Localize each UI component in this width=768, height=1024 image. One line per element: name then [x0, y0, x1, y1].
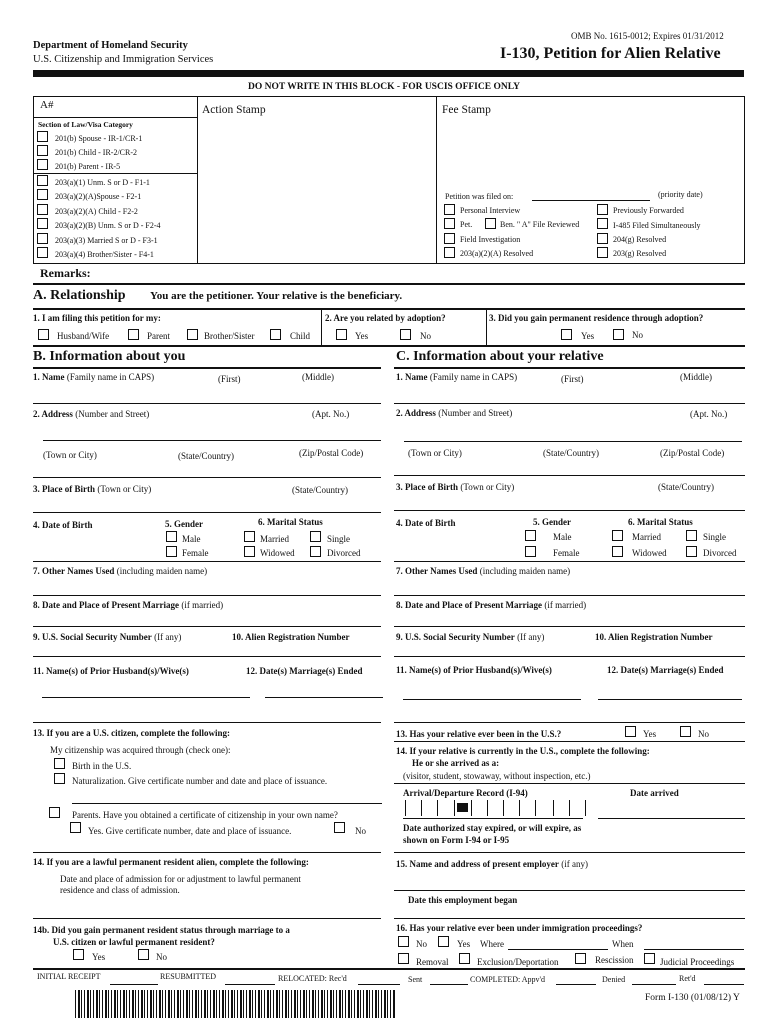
q1-filing-for-label: 1. I am filing this petition for my: — [33, 313, 161, 323]
c-gender-label: 5. Gender — [533, 517, 571, 527]
husband-wife-checkbox[interactable] — [38, 329, 49, 340]
b-alien-number-label: 10. Alien Registration Number — [232, 632, 350, 642]
c-marriage-field[interactable] — [396, 600, 586, 612]
c-q13-no-label: No — [698, 729, 709, 739]
b-ssn-field[interactable] — [33, 632, 181, 644]
b-other-names-hint: (including maiden name) — [116, 566, 208, 576]
c-address-label: 2. Address — [396, 408, 436, 418]
judicial-checkbox[interactable] — [644, 953, 655, 964]
c-name-label: 1. Name — [396, 372, 428, 382]
c-employer-field[interactable] — [396, 859, 588, 871]
c-expired-label: Date authorized stay expired, or will expire, as — [403, 823, 582, 833]
b-pob-field[interactable] — [33, 484, 151, 496]
checkbox[interactable] — [37, 175, 48, 186]
b-zip-label: (Zip/Postal Code) — [299, 448, 364, 458]
category-label: 203(a)(2)(A) Child - F2-2 — [55, 207, 138, 216]
c-q15-hint: (if any) — [561, 859, 589, 869]
option-label: I-485 Filed Simultaneously — [613, 221, 701, 230]
a-number-label: A# — [40, 99, 54, 111]
c-pob-hint: (Town or City) — [460, 482, 515, 492]
checkbox[interactable] — [37, 233, 48, 244]
b-middle-label: (Middle) — [302, 372, 334, 382]
barcode — [75, 990, 395, 1018]
category-label: 201(b) Child - IR-2/CR-2 — [55, 148, 137, 157]
b-q14b-yes-checkbox[interactable] — [73, 949, 84, 960]
pet-checkbox[interactable] — [444, 218, 455, 229]
section-b-title: B. Information about you — [33, 349, 186, 364]
category-201b-child[interactable] — [37, 145, 48, 157]
action-stamp-label: Action Stamp — [202, 104, 266, 116]
option-label: 204(g) Resolved — [613, 235, 667, 244]
b-pob-label: 3. Place of Birth — [33, 484, 95, 494]
b-divorced-checkbox[interactable] — [310, 546, 321, 557]
204g-resolved-checkbox[interactable] — [597, 233, 608, 244]
checkbox[interactable] — [37, 145, 48, 156]
office-use-banner: DO NOT WRITE IN THIS BLOCK - FOR USCIS OFFICE ONLY — [247, 82, 521, 92]
b-q14-sub2: residence and class of admission. — [60, 885, 180, 895]
option-label: Personal Interview — [460, 206, 521, 215]
section-law-label: Section of Law/Visa Category — [38, 120, 133, 129]
category-label: 201(b) Spouse - IR-1/CR-1 — [55, 134, 143, 143]
priority-date-label: (priority date) — [658, 190, 703, 199]
c-middle-label: (Middle) — [680, 372, 712, 382]
b-single-label: Single — [327, 534, 351, 544]
c-date-arrived-label: Date arrived — [630, 788, 679, 798]
c-dob-label: 4. Date of Birth — [396, 518, 456, 528]
b-q14b-label-2: U.S. citizen or lawful permanent resident? — [53, 937, 215, 947]
cert-no-label: No — [355, 826, 366, 836]
c-other-names-label: 7. Other Names Used — [396, 566, 478, 576]
b-marriage-label: 8. Date and Place of Present Marriage — [33, 600, 180, 610]
b-gender-label: 5. Gender — [165, 519, 203, 529]
b-name-label: 1. Name — [33, 372, 65, 382]
checkbox[interactable] — [37, 247, 48, 258]
b-state-label: (State/Country) — [178, 451, 234, 461]
exclusion-checkbox[interactable] — [459, 953, 470, 964]
relocated-label: RELOCATED: Rec'd — [278, 974, 347, 983]
i485-filed-checkbox[interactable] — [597, 218, 608, 229]
b-ssn-hint: (If any) — [154, 632, 182, 642]
category-203a2a-child[interactable] — [37, 204, 48, 216]
b-pob-hint: (Town or City) — [97, 484, 152, 494]
b-name-hint: (Family name in CAPS) — [66, 372, 155, 382]
option-label: Previously Forwarded — [613, 206, 684, 215]
c-address-hint: (Number and Street) — [438, 408, 513, 418]
c-q16-no-label: No — [416, 939, 427, 949]
checkbox[interactable] — [37, 218, 48, 229]
exclusion-label: Exclusion/Deportation — [477, 957, 559, 967]
c-marriage-ended-label: 12. Date(s) Marriage(s) Ended — [607, 665, 724, 675]
c-q13-no-checkbox[interactable] — [680, 726, 691, 737]
form-id-label: Form I-130 (01/08/12) Y — [645, 993, 740, 1003]
c-state-label: (State/Country) — [543, 448, 599, 458]
b-widowed-checkbox[interactable] — [244, 546, 255, 557]
b-ssn-label: 9. U.S. Social Security Number — [33, 632, 152, 642]
b-first-label: (First) — [218, 374, 241, 384]
b-name-field[interactable] — [33, 372, 154, 384]
b-if-married: (if married) — [181, 600, 224, 610]
separator-mark — [457, 803, 468, 812]
removal-label: Removal — [416, 957, 449, 967]
c-marriage-label: 8. Date and Place of Present Marriage — [396, 600, 543, 610]
naturalization-checkbox[interactable] — [54, 773, 65, 784]
203a2a-resolved-checkbox[interactable] — [444, 247, 455, 258]
c-pob-state-label: (State/Country) — [658, 482, 714, 492]
b-married-checkbox[interactable] — [244, 531, 255, 542]
b-address-field[interactable] — [33, 409, 149, 421]
sent-label: Sent — [408, 975, 423, 984]
rescission-checkbox[interactable] — [575, 953, 586, 964]
c-other-names-hint: (including maiden name) — [479, 566, 571, 576]
b-widowed-label: Widowed — [260, 548, 295, 558]
c-i94-label: Arrival/Departure Record (I-94) — [403, 788, 528, 798]
c-widowed-checkbox[interactable] — [612, 546, 623, 557]
ben-label: Ben. " A" File Reviewed — [500, 220, 580, 229]
department-name: Department of Homeland Security — [33, 40, 188, 51]
initial-receipt-label: INITIAL RECEIPT — [37, 972, 101, 981]
c-first-label: (First) — [561, 374, 584, 384]
c-q16-label: 16. Has your relative ever been under immigration proceedings? — [396, 923, 643, 933]
b-other-names-label: 7. Other Names Used — [33, 566, 115, 576]
b-marriage-field[interactable] — [33, 600, 223, 612]
adoption-yes-checkbox[interactable] — [336, 329, 347, 340]
c-widowed-label: Widowed — [632, 548, 667, 558]
section-a-title: A. Relationship — [33, 288, 126, 303]
b-q14-sub1: Date and place of admission for or adjustment to lawful permanent — [60, 874, 301, 884]
c-apt-label: (Apt. No.) — [690, 409, 728, 419]
category-label: 203(a)(2)(A)Spouse - F2-1 — [55, 192, 142, 201]
parents-label: Parents. Have you obtained a certificate of citizenship in your own name? — [72, 810, 338, 820]
b-q14b-label: 14b. Did you gain permanent resident status through marriage to a — [33, 925, 290, 935]
category-label: 203(a)(1) Unm. S or D - F1-1 — [55, 178, 150, 187]
fee-stamp-label: Fee Stamp — [442, 104, 491, 116]
yes-label: Yes — [581, 331, 595, 341]
c-male-checkbox[interactable] — [525, 530, 536, 541]
b-divorced-label: Divorced — [327, 548, 361, 558]
c-zip-label: (Zip/Postal Code) — [660, 448, 725, 458]
b-dob-label: 4. Date of Birth — [33, 520, 93, 530]
c-q13-label: 13. Has your relative ever been in the U.S.? — [396, 729, 562, 739]
cert-no-checkbox[interactable] — [334, 822, 345, 833]
b-marital-label: 6. Marital Status — [258, 517, 323, 527]
omb-number: OMB No. 1615-0012; Expires 01/31/2012 — [571, 31, 724, 41]
checkbox[interactable] — [37, 131, 48, 142]
b-female-checkbox[interactable] — [166, 546, 177, 557]
c-single-label: Single — [703, 532, 727, 542]
agency-name: U.S. Citizenship and Immigration Services — [33, 54, 214, 65]
no-label: No — [420, 331, 431, 341]
cert-yes-label: Yes. Give certificate number, date and place of issuance. — [88, 826, 292, 836]
c-when-label: When — [612, 939, 634, 949]
no-label: No — [632, 330, 643, 340]
category-label: 203(a)(4) Brother/Sister - F4-1 — [55, 250, 154, 259]
b-address-label: 2. Address — [33, 409, 73, 419]
category-203a2a-spouse[interactable] — [37, 189, 48, 201]
option-label: 203(a)(2)(A) Resolved — [460, 249, 534, 258]
c-prior-spouse-label: 11. Name(s) of Prior Husband(s)/Wive(s) — [396, 665, 552, 675]
c-divorced-label: Divorced — [703, 548, 737, 558]
resubmitted-label: RESUBMITTED — [160, 972, 216, 981]
rescission-label: Rescission — [595, 955, 634, 965]
b-address-hint: (Number and Street) — [75, 409, 150, 419]
personal-interview-checkbox[interactable] — [444, 204, 455, 215]
form-title: I-130, Petition for Alien Relative — [500, 45, 721, 62]
category-203a4[interactable] — [37, 247, 48, 259]
birth-in-us-checkbox[interactable] — [54, 758, 65, 769]
removal-checkbox[interactable] — [398, 953, 409, 964]
option-label: Husband/Wife — [57, 331, 110, 341]
pet-label: Pet. — [460, 220, 473, 229]
checkbox[interactable] — [37, 204, 48, 215]
adoption-no-checkbox[interactable] — [400, 329, 411, 340]
c-where-label: Where — [480, 939, 504, 949]
checkbox[interactable] — [37, 189, 48, 200]
b-married-label: Married — [260, 534, 289, 544]
field-investigation-checkbox[interactable] — [444, 233, 455, 244]
category-203a1[interactable] — [37, 175, 48, 187]
c-name-field[interactable] — [396, 372, 517, 384]
parents-checkbox[interactable] — [49, 807, 60, 818]
naturalization-label: Naturalization. Give certificate number and date and place of issuance. — [72, 776, 328, 786]
category-203a2b[interactable] — [37, 218, 48, 230]
c-female-label: Female — [553, 548, 580, 558]
203g-resolved-checkbox[interactable] — [597, 247, 608, 258]
c-ssn-hint: (If any) — [517, 632, 545, 642]
option-label: 203(g) Resolved — [613, 249, 667, 258]
b-pob-state-label: (State/Country) — [292, 485, 348, 495]
category-label: 203(a)(2)(B) Unm. S or D - F2-4 — [55, 221, 161, 230]
c-q16-yes-label: Yes — [457, 939, 471, 949]
b-other-names-field[interactable] — [33, 566, 207, 578]
b-q13-sub: My citizenship was acquired through (check one): — [50, 745, 231, 755]
c-married-label: Married — [632, 532, 661, 542]
c-ssn-label: 9. U.S. Social Security Number — [396, 632, 515, 642]
b-marriage-ended-label: 12. Date(s) Marriage(s) Ended — [246, 666, 363, 676]
c-q13-yes-label: Yes — [643, 729, 657, 739]
c-q14-sub: He or she arrived as a: — [412, 758, 500, 768]
c-q16-yes-checkbox[interactable] — [438, 936, 449, 947]
c-q14-label: 14. If your relative is currently in the U.S., complete the following: — [396, 746, 650, 756]
cert-yes-checkbox[interactable] — [70, 822, 81, 833]
q2-adoption-label: 2. Are you related by adoption? — [325, 313, 446, 323]
c-divorced-checkbox[interactable] — [686, 546, 697, 557]
pr-adoption-no-checkbox[interactable] — [613, 329, 624, 340]
ben-file-reviewed-checkbox[interactable] — [485, 218, 496, 229]
option-label: Child — [290, 331, 311, 341]
c-if-married: (if married) — [544, 600, 587, 610]
birth-in-us-label: Birth in the U.S. — [72, 761, 132, 771]
c-q13-yes-checkbox[interactable] — [625, 726, 636, 737]
section-c-title: C. Information about your relative — [396, 349, 604, 364]
c-marital-label: 6. Marital Status — [628, 517, 693, 527]
c-address-field[interactable] — [396, 408, 512, 420]
yes-label: Yes — [355, 331, 369, 341]
remarks-label: Remarks: — [40, 266, 91, 280]
filed-on-label: Petition was filed on: — [445, 192, 514, 201]
c-married-checkbox[interactable] — [612, 530, 623, 541]
c-other-names-field[interactable] — [396, 566, 570, 578]
c-single-checkbox[interactable] — [686, 530, 697, 541]
parent-checkbox[interactable] — [128, 329, 139, 340]
c-ssn-field[interactable] — [396, 632, 544, 644]
c-employment-began-label: Date this employment began — [408, 895, 518, 905]
c-pob-label: 3. Place of Birth — [396, 482, 458, 492]
b-q14-label: 14. If you are a lawful permanent resident alien, complete the following: — [33, 857, 309, 867]
category-label: 201(b) Parent - IR-5 — [55, 162, 121, 171]
category-201b-parent[interactable] — [37, 159, 48, 171]
c-town-label: (Town or City) — [408, 448, 462, 458]
b-q13-label: 13. If you are a U.S. citizen, complete the following: — [33, 728, 231, 738]
completed-label: COMPLETED: Appv'd — [470, 975, 545, 984]
b-prior-spouse-label: 11. Name(s) of Prior Husband(s)/Wive(s) — [33, 666, 189, 676]
c-name-hint: (Family name in CAPS) — [429, 372, 518, 382]
section-a-subtitle: You are the petitioner. Your relative is the beneficiary. — [150, 290, 403, 302]
b-female-label: Female — [182, 548, 209, 558]
category-label: 203(a)(3) Married S or D - F3-1 — [55, 236, 158, 245]
category-201b-spouse[interactable] — [37, 131, 48, 143]
pr-adoption-yes-checkbox[interactable] — [561, 329, 572, 340]
brother-sister-checkbox[interactable] — [187, 329, 198, 340]
c-female-checkbox[interactable] — [525, 546, 536, 557]
header-rule — [33, 70, 744, 77]
b-q14b-yes-label: Yes — [92, 952, 106, 962]
c-q15-label: 15. Name and address of present employer — [396, 859, 559, 869]
b-q14b-no-label: No — [156, 952, 167, 962]
i94-number-input[interactable] — [405, 800, 605, 816]
q3-pr-adoption-label: 3. Did you gain permanent residence through adoption? — [489, 313, 704, 323]
child-checkbox[interactable] — [270, 329, 281, 340]
retd-label: Ret'd — [679, 974, 696, 983]
c-q16-no-checkbox[interactable] — [398, 936, 409, 947]
option-label: Parent — [147, 331, 170, 341]
checkbox[interactable] — [37, 159, 48, 170]
option-label: Field Investigation — [460, 235, 521, 244]
previously-forwarded-checkbox[interactable] — [597, 204, 608, 215]
judicial-label: Judicial Proceedings — [660, 957, 735, 967]
c-expired-label-2: shown on Form I-94 or I-95 — [403, 835, 510, 845]
c-q14-hint: (visitor, student, stowaway, without inspection, etc.) — [403, 771, 591, 781]
b-single-checkbox[interactable] — [310, 531, 321, 542]
b-town-label: (Town or City) — [43, 450, 97, 460]
b-male-checkbox[interactable] — [166, 531, 177, 542]
denied-label: Denied — [602, 975, 626, 984]
option-label: Brother/Sister — [204, 331, 255, 341]
b-apt-label: (Apt. No.) — [312, 409, 350, 419]
category-203a3[interactable] — [37, 233, 48, 245]
c-pob-field[interactable] — [396, 482, 514, 494]
b-male-label: Male — [182, 534, 201, 544]
c-alien-number-label: 10. Alien Registration Number — [595, 632, 713, 642]
c-male-label: Male — [553, 532, 572, 542]
b-q14b-no-checkbox[interactable] — [138, 949, 149, 960]
